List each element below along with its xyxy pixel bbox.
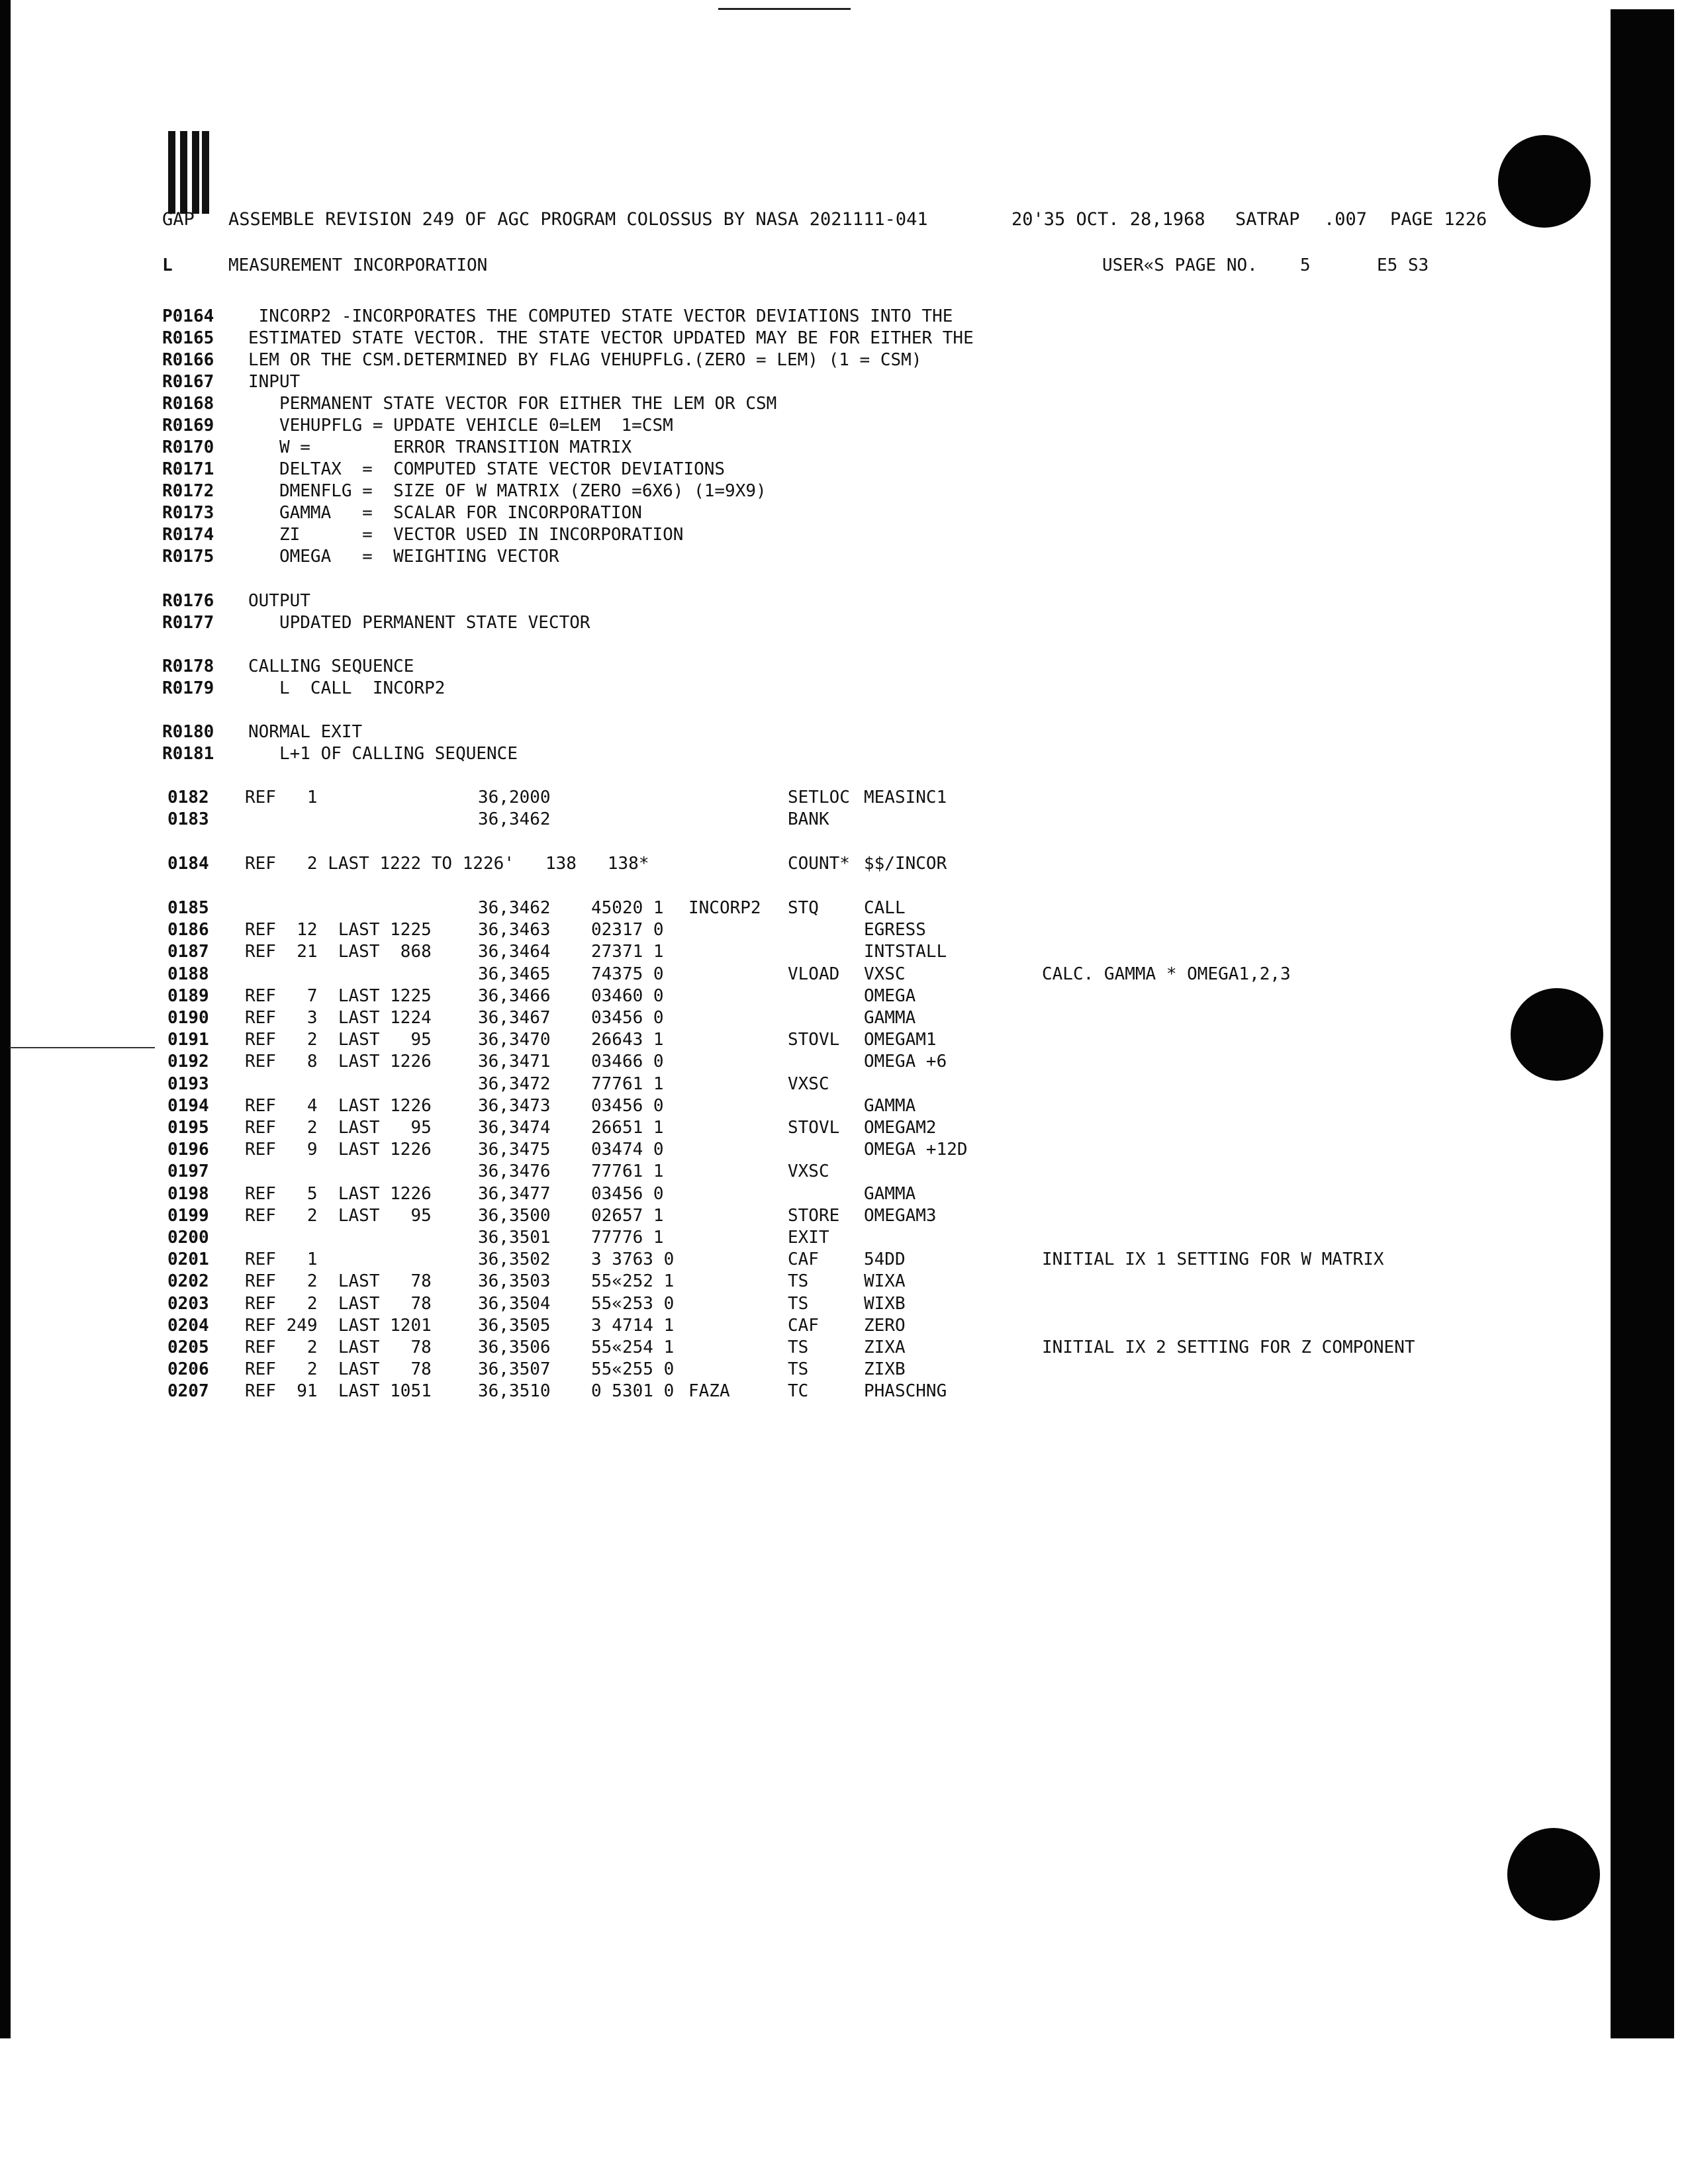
line-number: R0173	[162, 503, 214, 523]
octal-word: 03456 0	[591, 1184, 664, 1204]
operand: CALL	[864, 898, 906, 918]
ref-info: REF 21 LAST 868	[245, 942, 432, 962]
operand: ZERO	[864, 1316, 906, 1336]
remark-text: L CALL INCORP2	[248, 678, 445, 698]
ref-info: REF 5 LAST 1226	[245, 1184, 432, 1204]
ref-info: REF 3 LAST 1224	[245, 1008, 432, 1028]
address: 36,3463	[478, 920, 551, 940]
opcode: EXIT	[788, 1228, 829, 1248]
address: 36,3465	[478, 964, 551, 984]
address: 36,3507	[478, 1359, 551, 1379]
remark-text: CALLING SEQUENCE	[248, 657, 414, 676]
operand: ZIXA	[864, 1338, 906, 1357]
remark-text: NORMAL EXIT	[248, 722, 363, 742]
operand: GAMMA	[864, 1096, 916, 1116]
opcode: VXSC	[788, 1161, 829, 1181]
line-number: 0190	[167, 1008, 209, 1028]
comment: INITIAL IX 2 SETTING FOR Z COMPONENT	[1042, 1338, 1415, 1357]
address: 36,3503	[478, 1271, 551, 1291]
operand: WIXB	[864, 1294, 906, 1314]
address: 36,3476	[478, 1161, 551, 1181]
octal-word: 03456 0	[591, 1008, 664, 1028]
address: 36,3472	[478, 1074, 551, 1094]
left-scan-edge	[0, 0, 11, 2038]
address: 36,3475	[478, 1140, 551, 1160]
opcode: BANK	[788, 809, 829, 829]
punch-hole-middle	[1511, 988, 1603, 1081]
location-tag: INCORP2	[688, 898, 761, 918]
line-number: 0206	[167, 1359, 209, 1379]
ref-info: REF 2 LAST 78	[245, 1359, 432, 1379]
opcode: TS	[788, 1338, 809, 1357]
remark-text: DMENFLG = SIZE OF W MATRIX (ZERO =6X6) (1=9X9)	[248, 481, 767, 501]
remark-text: VEHUPFLG = UPDATE VEHICLE 0=LEM 1=CSM	[248, 416, 673, 435]
ref-info: REF 4 LAST 1226	[245, 1096, 432, 1116]
comment: CALC. GAMMA * OMEGA1,2,3	[1042, 964, 1291, 984]
line-number: R0174	[162, 525, 214, 545]
line-number: R0180	[162, 722, 214, 742]
address: 36,3505	[478, 1316, 551, 1336]
opcode: VLOAD	[788, 964, 840, 984]
address: 36,3462	[478, 898, 551, 918]
remark-text: ZI = VECTOR USED IN INCORPORATION	[248, 525, 684, 545]
punch-hole-top	[1498, 135, 1591, 228]
operand: GAMMA	[864, 1008, 916, 1028]
line-number: R0172	[162, 481, 214, 501]
line-number: R0179	[162, 678, 214, 698]
operand: GAMMA	[864, 1184, 916, 1204]
octal-word: 45020 1	[591, 898, 664, 918]
line-number: 0202	[167, 1271, 209, 1291]
opcode: SETLOC	[788, 788, 850, 807]
ref-info: REF 9 LAST 1226	[245, 1140, 432, 1160]
top-dash-mark	[718, 8, 851, 10]
header-job: GAP	[162, 209, 195, 230]
operand: OMEGA +12D	[864, 1140, 968, 1160]
remark-text: GAMMA = SCALAR FOR INCORPORATION	[248, 503, 642, 523]
address: 36,3464	[478, 942, 551, 962]
opcode: TS	[788, 1359, 809, 1379]
right-scan-edge	[1611, 9, 1674, 2038]
ref-info: REF 1	[245, 788, 318, 807]
ref-info: REF 2 LAST 78	[245, 1338, 432, 1357]
remark-text: PERMANENT STATE VECTOR FOR EITHER THE LEM OR CSM	[248, 394, 777, 414]
line-number: R0176	[162, 591, 214, 611]
line-number: 0197	[167, 1161, 209, 1181]
remark-text: DELTAX = COMPUTED STATE VECTOR DEVIATIONS	[248, 459, 726, 479]
line-number: R0177	[162, 613, 214, 633]
operand: $$/INCOR	[864, 854, 947, 874]
opcode: VXSC	[788, 1074, 829, 1094]
operand: OMEGAM3	[864, 1206, 937, 1226]
octal-word: 26651 1	[591, 1118, 664, 1138]
ref-info: REF 1	[245, 1250, 318, 1269]
octal-word: 77761 1	[591, 1161, 664, 1181]
line-number: 0193	[167, 1074, 209, 1094]
address: 36,3462	[478, 809, 551, 829]
octal-word: 3 3763 0	[591, 1250, 675, 1269]
line-number: R0178	[162, 657, 214, 676]
subheader-log: L	[162, 255, 173, 275]
opcode: TS	[788, 1271, 809, 1291]
line-number: 0186	[167, 920, 209, 940]
operand: OMEGAM2	[864, 1118, 937, 1138]
address: 36,3500	[478, 1206, 551, 1226]
operand: VXSC	[864, 964, 906, 984]
octal-word: 02317 0	[591, 920, 664, 940]
octal-word: 03456 0	[591, 1096, 664, 1116]
ref-info: REF 2 LAST 78	[245, 1294, 432, 1314]
header-time: 20'35 OCT. 28,1968	[1011, 209, 1205, 230]
octal-word: 77776 1	[591, 1228, 664, 1248]
opcode: TC	[788, 1381, 809, 1401]
ref-info: REF 8 LAST 1226	[245, 1052, 432, 1071]
line-number: 0187	[167, 942, 209, 962]
operand: OMEGAM1	[864, 1030, 937, 1050]
line-number: 0185	[167, 898, 209, 918]
octal-word: 55«254 1	[591, 1338, 675, 1357]
remark-text: L+1 OF CALLING SEQUENCE	[248, 744, 518, 764]
operand: 54DD	[864, 1250, 906, 1269]
address: 36,3504	[478, 1294, 551, 1314]
location-tag: FAZA	[688, 1381, 730, 1401]
barcode-mark	[168, 131, 209, 214]
address: 36,3477	[478, 1184, 551, 1204]
comment: INITIAL IX 1 SETTING FOR W MATRIX	[1042, 1250, 1384, 1269]
opcode: CAF	[788, 1316, 819, 1336]
line-number: R0175	[162, 547, 214, 567]
address: 36,3471	[478, 1052, 551, 1071]
user-page-label: USER«S PAGE NO.	[1102, 255, 1258, 275]
header-title: ASSEMBLE REVISION 249 OF AGC PROGRAM COLOSSUS BY NASA 2021111-041	[228, 209, 928, 230]
line-number: 0200	[167, 1228, 209, 1248]
operand: WIXA	[864, 1271, 906, 1291]
line-number: P0164	[162, 306, 214, 326]
line-number: 0199	[167, 1206, 209, 1226]
line-number: 0182	[167, 788, 209, 807]
address: 36,3510	[478, 1381, 551, 1401]
address: 36,3474	[478, 1118, 551, 1138]
octal-word: 55«255 0	[591, 1359, 675, 1379]
line-number: 0201	[167, 1250, 209, 1269]
remark-text: W = ERROR TRANSITION MATRIX	[248, 437, 632, 457]
octal-word: 74375 0	[591, 964, 664, 984]
operand: INTSTALL	[864, 942, 947, 962]
ref-info: REF 12 LAST 1225	[245, 920, 432, 940]
operand: MEASINC1	[864, 788, 947, 807]
line-number: R0166	[162, 350, 214, 370]
header-page: PAGE 1226	[1390, 209, 1487, 230]
ref-info: REF 7 LAST 1225	[245, 986, 432, 1006]
line-number: R0169	[162, 416, 214, 435]
address: 36,3470	[478, 1030, 551, 1050]
ref-info: REF 2 LAST 95	[245, 1206, 432, 1226]
address: 36,2000	[478, 788, 551, 807]
octal-word: 55«252 1	[591, 1271, 675, 1291]
octal-word: 77761 1	[591, 1074, 664, 1094]
opcode: STOVL	[788, 1030, 840, 1050]
address: 36,3501	[478, 1228, 551, 1248]
remark-text: INPUT	[248, 372, 301, 392]
line-number: R0181	[162, 744, 214, 764]
octal-word: 27371 1	[591, 942, 664, 962]
octal-word: 3 4714 1	[591, 1316, 675, 1336]
remark-text: UPDATED PERMANENT STATE VECTOR	[248, 613, 590, 633]
operand: OMEGA	[864, 986, 916, 1006]
line-number: R0168	[162, 394, 214, 414]
remark-text: LEM OR THE CSM.DETERMINED BY FLAG VEHUPFLG.(ZERO = LEM) (1 = CSM)	[248, 350, 922, 370]
line-number: 0194	[167, 1096, 209, 1116]
remark-text: OMEGA = WEIGHTING VECTOR	[248, 547, 559, 567]
octal-word: 03474 0	[591, 1140, 664, 1160]
line-number: 0204	[167, 1316, 209, 1336]
address: 36,3466	[478, 986, 551, 1006]
remark-text: ESTIMATED STATE VECTOR. THE STATE VECTOR UPDATED MAY BE FOR EITHER THE	[248, 328, 974, 348]
opcode: STOVL	[788, 1118, 840, 1138]
address: 36,3502	[478, 1250, 551, 1269]
octal-word: 03466 0	[591, 1052, 664, 1071]
octal-word: 26643 1	[591, 1030, 664, 1050]
line-number: 0207	[167, 1381, 209, 1401]
ref-info: REF 2 LAST 1222 TO 1226' 138 138*	[245, 854, 649, 874]
subheader-code: E5 S3	[1377, 255, 1429, 275]
line-number: 0205	[167, 1338, 209, 1357]
punch-hole-bottom	[1507, 1828, 1600, 1921]
opcode: COUNT*	[788, 854, 850, 874]
header-program: SATRAP	[1235, 209, 1300, 230]
octal-word: 55«253 0	[591, 1294, 675, 1314]
address: 36,3467	[478, 1008, 551, 1028]
line-number: 0191	[167, 1030, 209, 1050]
operand: OMEGA +6	[864, 1052, 947, 1071]
opcode: CAF	[788, 1250, 819, 1269]
octal-word: 03460 0	[591, 986, 664, 1006]
line-number: R0165	[162, 328, 214, 348]
opcode: STQ	[788, 898, 819, 918]
line-number: 0183	[167, 809, 209, 829]
line-number: 0196	[167, 1140, 209, 1160]
header-version: .007	[1324, 209, 1368, 230]
ref-info: REF 2 LAST 95	[245, 1030, 432, 1050]
line-number: R0170	[162, 437, 214, 457]
margin-rule	[9, 1047, 155, 1048]
section-title: MEASUREMENT INCORPORATION	[228, 255, 488, 275]
octal-word: 0 5301 0	[591, 1381, 675, 1401]
operand: PHASCHNG	[864, 1381, 947, 1401]
ref-info: REF 2 LAST 78	[245, 1271, 432, 1291]
opcode: STORE	[788, 1206, 840, 1226]
user-page-number: 5	[1300, 255, 1311, 275]
address: 36,3473	[478, 1096, 551, 1116]
operand: ZIXB	[864, 1359, 906, 1379]
line-number: 0192	[167, 1052, 209, 1071]
address: 36,3506	[478, 1338, 551, 1357]
operand: EGRESS	[864, 920, 926, 940]
line-number: 0198	[167, 1184, 209, 1204]
line-number: 0184	[167, 854, 209, 874]
line-number: 0189	[167, 986, 209, 1006]
ref-info: REF 91 LAST 1051	[245, 1381, 432, 1401]
ref-info: REF 2 LAST 95	[245, 1118, 432, 1138]
remark-text: OUTPUT	[248, 591, 310, 611]
line-number: R0167	[162, 372, 214, 392]
line-number: 0195	[167, 1118, 209, 1138]
octal-word: 02657 1	[591, 1206, 664, 1226]
line-number: R0171	[162, 459, 214, 479]
opcode: TS	[788, 1294, 809, 1314]
line-number: 0188	[167, 964, 209, 984]
remark-text: INCORP2 -INCORPORATES THE COMPUTED STATE VECTOR DEVIATIONS INTO THE	[248, 306, 953, 326]
line-number: 0203	[167, 1294, 209, 1314]
ref-info: REF 249 LAST 1201	[245, 1316, 432, 1336]
